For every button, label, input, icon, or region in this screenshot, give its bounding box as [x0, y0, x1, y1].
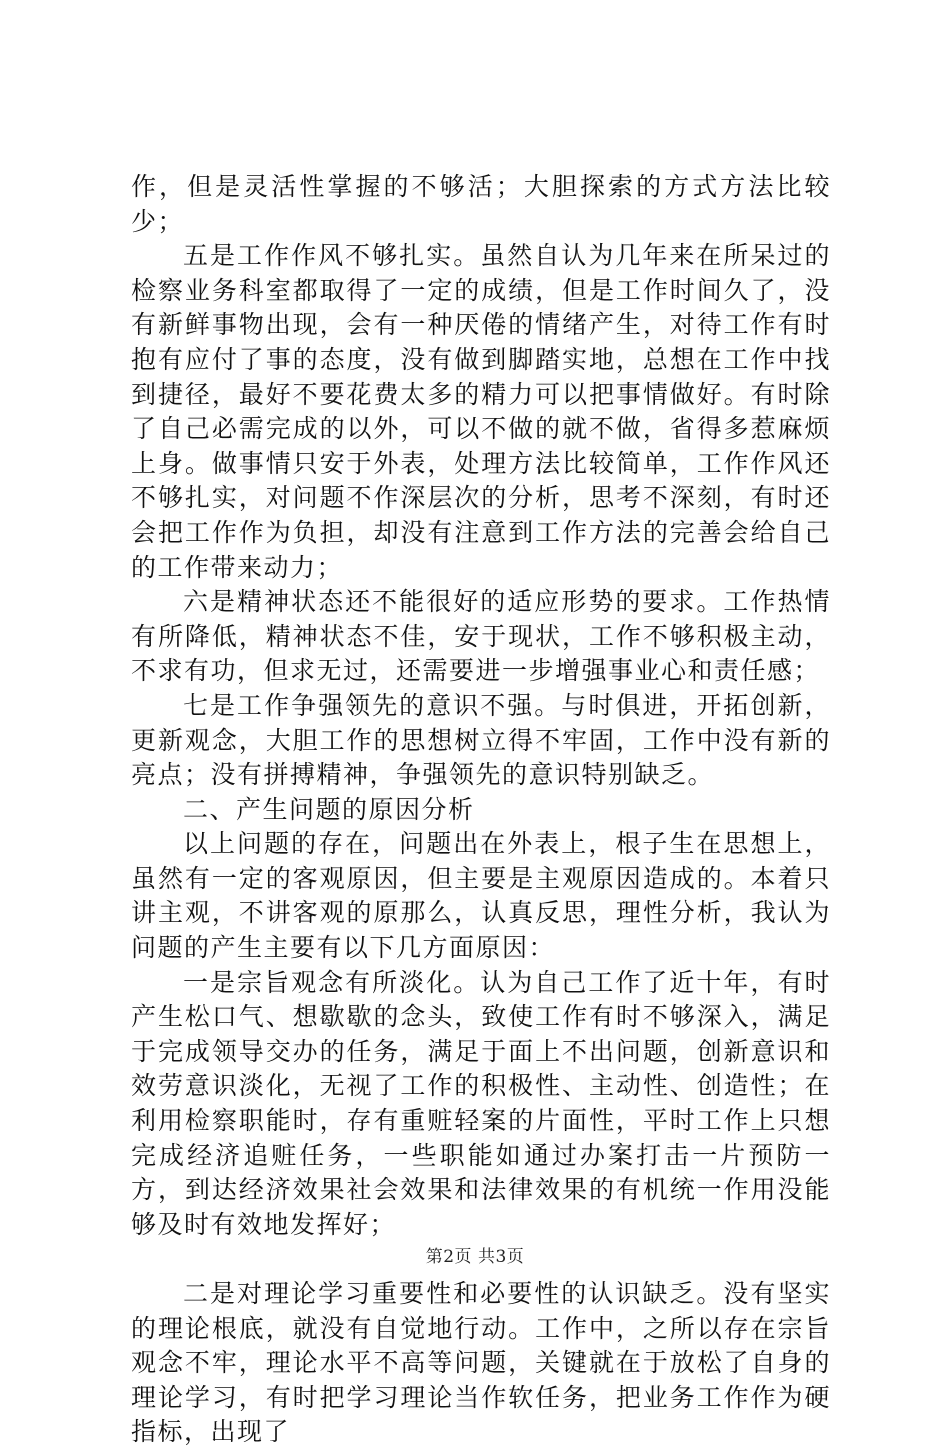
paragraph-work-style: 五是工作作风不够扎实。虽然自认为几年来在所呆过的检察业务科室都取得了一定的成绩，但是工作时间久了，没有新鲜事物出现，会有一种厌倦的情绪产生，对待工作有时抱有应付了事的态度，没有做到脚踏实地，总想在工作中找到捷径，最好不要花费太多的精力可以把事情做好。有时除了自己必需完成的以外，可以不做的就不做，省得多惹麻烦上身。做事情只安于外表，处理方法比较简单，工作作风还不够扎实，对问题不作深层次的分析，思考不深刻，有时还会把工作作为负担，却没有注意到工作方法的完善会给自己的工作带来动力；: [131, 241, 831, 582]
page-footer: 第2页 共3页: [425, 1247, 525, 1267]
section-heading-cause-analysis: 二、产生问题的原因分析: [183, 794, 475, 824]
paragraph-cause-intro: 以上问题的存在，问题出在外表上，根子生在思想上，虽然有一定的客观原因，但主要是主观原因造成的。本着只讲主观，不讲客观的原那么，认真反思，理性分析，我认为问题的产生主要有以下几方面原因：: [131, 829, 831, 963]
paragraph-purpose-concept: 一是宗旨观念有所淡化。认为自己工作了近十年，有时产生松口气、想歇歇的念头，致使工作有时不够深入，满足于完成领导交办的任务，满足于面上不出问题，创新意识和效劳意识淡化，无视了工作的积极性、主动性、创造性；在利用检察职能时，存有重赃轻案的片面性，平时工作上只想完成经济追赃任务，一些职能如通过办案打击一片预防一方，到达经济效果社会效果和法律效果的有机统一作用没能够及时有效地发挥好；: [131, 967, 831, 1239]
paragraph-leading-awareness: 七是工作争强领先的意识不强。与时俱进，开拓创新，更新观念，大胆工作的思想树立得不牢固，工作中没有新的亮点；没有拼搏精神，争强领先的意识特别缺乏。: [131, 690, 831, 790]
paragraph-spirit-state: 六是精神状态还不能很好的适应形势的要求。工作热情有所降低，精神状态不佳，安于现状，工作不够积极主动，不求有功，但求无过，还需要进一步增强事业心和责任感；: [131, 587, 831, 686]
paragraph-continuation: 作，但是灵活性掌握的不够活；大胆探索的方式方法比较少；: [131, 172, 831, 236]
paragraph-theory-study: 二是对理论学习重要性和必要性的认识缺乏。没有坚实的理论根底，就没有自觉地行动。工作中，之所以存在宗旨观念不牢，理论水平不高等问题，关键就在于放松了自身的理论学习，有时把学习理论当作软任务，把业务工作作为硬指标，出现了: [131, 1279, 831, 1447]
